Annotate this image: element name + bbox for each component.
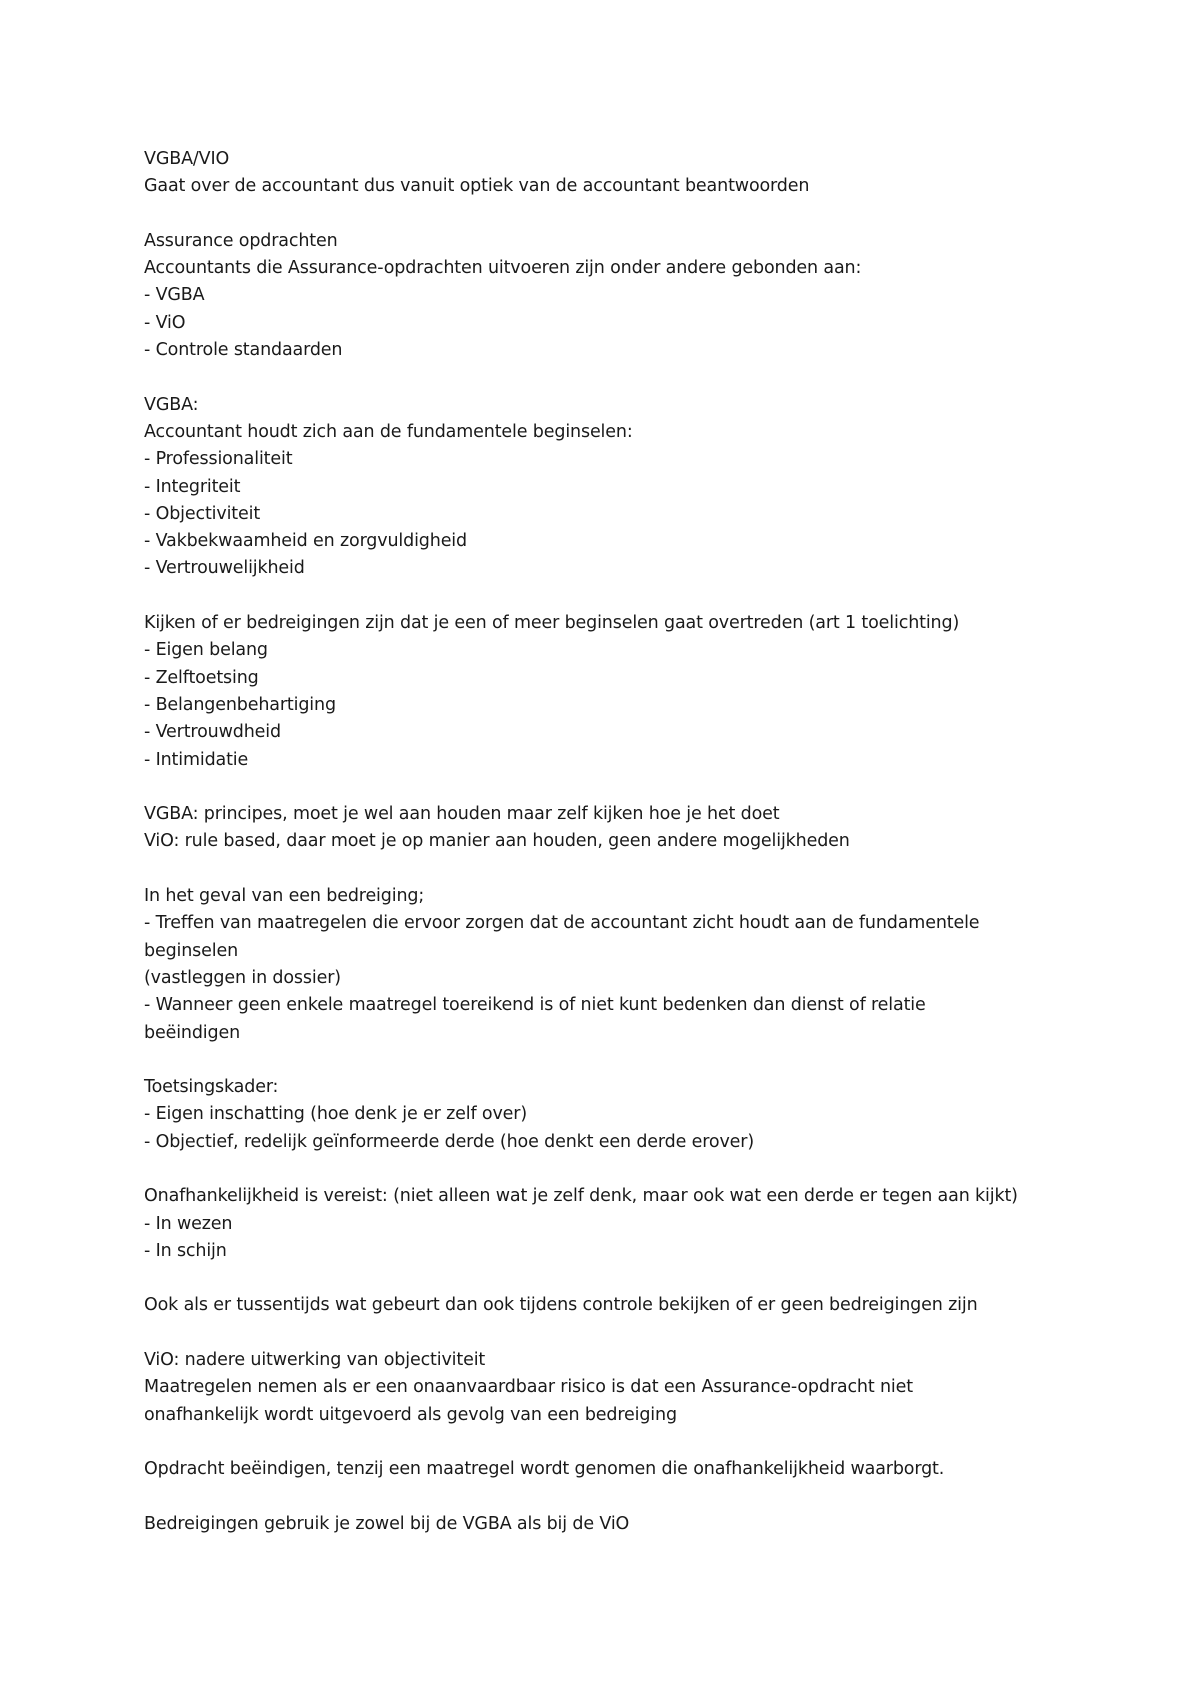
text-line: Bedreigingen gebruik je zowel bij de VGBA als bij de ViO (144, 1513, 630, 1534)
text-line: ViO: nadere uitwerking van objectiviteit (144, 1350, 486, 1371)
list-item: - In schijn (144, 1240, 227, 1261)
list-item: - Eigen belang (144, 640, 268, 661)
list-item: - Vertrouwelijkheid (144, 558, 305, 579)
blank-line (144, 1265, 1084, 1292)
blank-line (144, 1047, 1084, 1074)
list-item: - Controle standaarden (144, 340, 343, 361)
text-line: Kijken of er bedreigingen zijn dat je een of meer beginselen gaat overtreden (art 1 toelichting) (144, 613, 960, 634)
document-body (144, 146, 1084, 1538)
list-item: - Wanneer geen enkele maatregel toereikend is of niet kunt bedenken dan dienst of relatie (144, 995, 926, 1016)
list-item: - Eigen inschatting (hoe denk je er zelf over) (144, 1104, 528, 1125)
blank-line (144, 583, 1084, 610)
section-heading: Toetsingskader: (144, 1077, 279, 1098)
list-item: - Vertrouwdheid (144, 722, 281, 743)
blank-line (144, 1156, 1084, 1183)
list-item: - In wezen (144, 1213, 233, 1234)
document-title: VGBA/VIO (144, 149, 230, 169)
list-item: - Treffen van maatregelen die ervoor zorgen dat de accountant zicht houdt aan de fundamentele (144, 913, 980, 934)
blank-line (144, 1429, 1084, 1456)
text-line: ViO: rule based, daar moet je op manier aan houden, geen andere mogelijkheden (144, 831, 850, 852)
blank-line (144, 856, 1084, 883)
section-heading: Assurance opdrachten (144, 230, 338, 251)
text-line: beëindigen (144, 1022, 241, 1043)
blank-line (144, 1484, 1084, 1511)
list-item: - Objectiviteit (144, 503, 261, 524)
text-line: (vastleggen in dossier) (144, 967, 341, 988)
text-line: Onafhankelijkheid is vereist: (niet alleen wat je zelf denk, maar ook wat een derde er tegen aan kijkt) (144, 1186, 1018, 1207)
list-item: - Integriteit (144, 476, 241, 497)
text-line: Gaat over de accountant dus vanuit optiek van de accountant beantwoorden (144, 176, 810, 197)
list-item: - Vakbekwaamheid en zorgvuldigheid (144, 531, 467, 552)
text-line: Maatregelen nemen als er een onaanvaardbaar risico is dat een Assurance-opdracht niet (144, 1377, 913, 1398)
list-item: - Professionaliteit (144, 449, 293, 470)
list-item: - Intimidatie (144, 749, 249, 770)
list-item: - VGBA (144, 285, 205, 306)
text-line: onafhankelijk wordt uitgevoerd als gevolg van een bedreiging (144, 1404, 677, 1425)
blank-line (144, 1320, 1084, 1347)
list-item: - ViO (144, 312, 186, 333)
text-line: Accountants die Assurance-opdrachten uitvoeren zijn onder andere gebonden aan: (144, 258, 862, 279)
list-item: - Belangenbehartiging (144, 694, 336, 715)
section-heading: VGBA: (144, 394, 199, 415)
text-line: Opdracht beëindigen, tenzij een maatregel wordt genomen die onafhankelijkheid waarborgt. (144, 1459, 945, 1480)
blank-line (144, 364, 1084, 391)
list-item: - Objectief, redelijk geïnformeerde derde (hoe denkt een derde erover) (144, 1131, 755, 1152)
text-line: Ook als er tussentijds wat gebeurt dan ook tijdens controle bekijken of er geen bedreigingen zijn (144, 1295, 978, 1316)
text-line: In het geval van een bedreiging; (144, 886, 425, 907)
blank-line (144, 774, 1084, 801)
text-line: beginselen (144, 940, 239, 961)
blank-line (144, 201, 1084, 228)
text-line: VGBA: principes, moet je wel aan houden maar zelf kijken hoe je het doet (144, 804, 780, 825)
text-line: Accountant houdt zich aan de fundamentele beginselen: (144, 421, 633, 442)
list-item: - Zelftoetsing (144, 667, 259, 688)
